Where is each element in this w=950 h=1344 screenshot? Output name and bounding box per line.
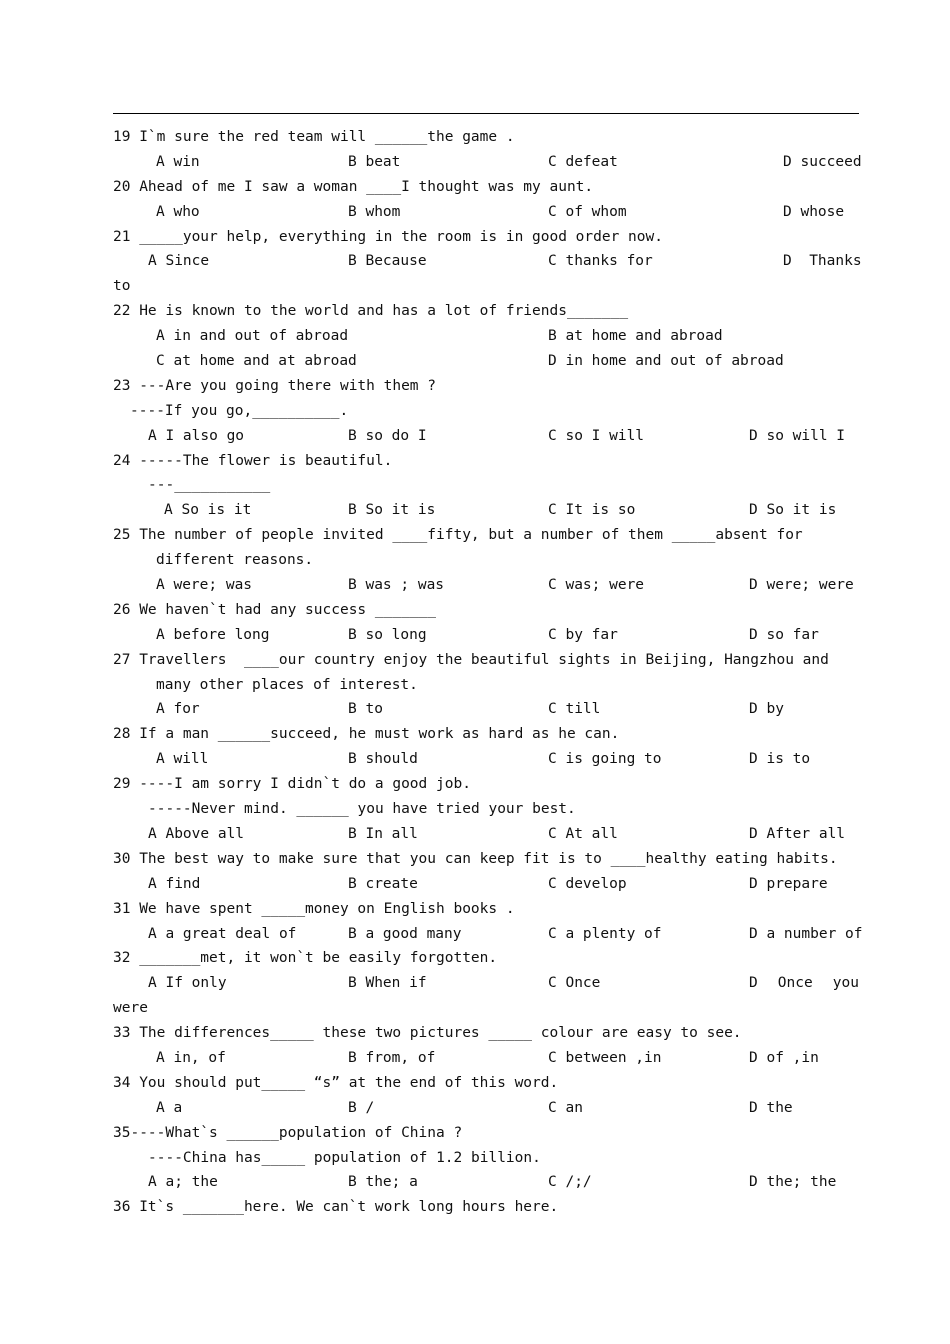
- option-b: B was ; was: [348, 577, 445, 594]
- option-d: D a number of: [749, 925, 863, 942]
- option-d: D in home and out of abroad: [548, 353, 784, 370]
- option-d-letter: D: [749, 975, 758, 992]
- options-row: [113, 200, 859, 225]
- option-b: B When if: [348, 975, 427, 992]
- question-stem: 23 ---Are you going there with them ?: [113, 377, 437, 394]
- option-c: C defeat: [548, 153, 618, 170]
- option-a: A I also go: [148, 427, 245, 444]
- option-c: C by far: [548, 626, 618, 643]
- option-d: D succeed: [783, 153, 862, 170]
- options-row: [113, 573, 859, 598]
- question-stem: 20 Ahead of me I saw a woman ____I thought was my aunt.: [113, 178, 594, 195]
- options-row: [113, 349, 859, 374]
- question-response: ----If you go,__________.: [130, 402, 349, 419]
- question-stem: 34 You should put_____ “s” at the end of this word.: [113, 1074, 559, 1091]
- option-a: A before long: [156, 626, 270, 643]
- options-row: [113, 747, 859, 772]
- options-row: [113, 150, 862, 175]
- option-a: A were; was: [156, 577, 253, 594]
- option-d-wrap: to: [113, 278, 131, 295]
- option-a: A a: [156, 1099, 183, 1116]
- question-stem: 25 The number of people invited ____fifty, but a number of them _____absent for: [113, 527, 803, 544]
- option-a: A for: [156, 701, 200, 718]
- question-stem: 28 If a man ______succeed, he must work as hard as he can.: [113, 726, 620, 743]
- option-b: B whom: [348, 203, 401, 220]
- option-a: A in and out of abroad: [156, 328, 349, 345]
- option-c: C of whom: [548, 203, 627, 220]
- question-stem: 29 ----I am sorry I didn`t do a good job.: [113, 776, 471, 793]
- question-stem: 27 Travellers ____our country enjoy the beautiful sights in Beijing, Hangzhou and: [113, 651, 829, 668]
- option-c: C an: [548, 1099, 583, 1116]
- option-b: B So it is: [348, 502, 436, 519]
- header-rule: [113, 113, 859, 114]
- option-d-wrap: were: [113, 1000, 148, 1017]
- option-b: B Because: [348, 253, 427, 270]
- options-row: [113, 822, 859, 847]
- option-d: D Thanks: [783, 253, 862, 270]
- option-d: D were; were: [749, 577, 854, 594]
- question-response: ---___________: [148, 477, 271, 494]
- question-stem: 36 It`s _______here. We can`t work long hours here.: [113, 1199, 559, 1216]
- option-c: C a plenty of: [548, 925, 662, 942]
- option-a: A find: [148, 875, 201, 892]
- option-c: C is going to: [548, 751, 662, 768]
- option-d: D so will I: [749, 427, 846, 444]
- options-row: [113, 872, 859, 897]
- options-row: [113, 498, 859, 523]
- option-c: C at home and at abroad: [156, 353, 357, 370]
- option-b: B from, of: [348, 1049, 436, 1066]
- options-row: [113, 424, 859, 449]
- option-d: D whose: [783, 203, 845, 220]
- option-b: B so long: [348, 626, 427, 643]
- option-a: A Since: [148, 253, 210, 270]
- question-stem: 24 -----The flower is beautiful.: [113, 452, 393, 469]
- option-c: C so I will: [548, 427, 645, 444]
- option-a: A So is it: [164, 502, 252, 519]
- option-a: A a; the: [148, 1174, 218, 1191]
- option-b: B In all: [348, 825, 418, 842]
- option-d: D so far: [749, 626, 819, 643]
- option-a: A will: [156, 751, 209, 768]
- question-list: [113, 125, 863, 1220]
- options-row: [113, 623, 859, 648]
- question-stem: 22 He is known to the world and has a lot of friends_______: [113, 303, 629, 320]
- question-stem: 32 _______met, it won`t be easily forgotten.: [113, 950, 498, 967]
- option-d: D of ,in: [749, 1049, 819, 1066]
- options-row: [113, 1046, 859, 1071]
- option-b: B create: [348, 875, 418, 892]
- option-c: C Once: [548, 975, 601, 992]
- option-d: D is to: [749, 751, 811, 768]
- option-c: C At all: [548, 825, 618, 842]
- option-b: B should: [348, 751, 418, 768]
- question-stem: 31 We have spent _____money on English books .: [113, 900, 515, 917]
- options-row: [113, 324, 859, 349]
- option-d: [749, 971, 859, 996]
- options-row: [113, 971, 859, 996]
- option-b: B so do I: [348, 427, 427, 444]
- option-d: D prepare: [749, 875, 828, 892]
- options-row: [113, 249, 862, 274]
- option-a: A a great deal of: [148, 925, 297, 942]
- option-b: B a good many: [348, 925, 462, 942]
- question-stem: 35----What`s ______population of China ?: [113, 1124, 463, 1141]
- option-b: B beat: [348, 153, 401, 170]
- question-stem-continued: different reasons.: [156, 552, 314, 569]
- option-c: C till: [548, 701, 601, 718]
- option-c: C develop: [548, 875, 627, 892]
- option-c: C It is so: [548, 502, 636, 519]
- option-d: D the; the: [749, 1174, 837, 1191]
- option-b: B /: [348, 1099, 375, 1116]
- option-c: C thanks for: [548, 253, 653, 270]
- question-stem-continued: many other places of interest.: [156, 676, 418, 693]
- option-c: C /;/: [548, 1174, 592, 1191]
- option-a: A win: [156, 153, 200, 170]
- options-row: [113, 1096, 859, 1121]
- question-stem: 19 I`m sure the red team will ______the game .: [113, 129, 515, 145]
- option-c: C between ,in: [548, 1049, 662, 1066]
- option-d: D So it is: [749, 502, 837, 519]
- option-a: A in, of: [156, 1049, 226, 1066]
- options-row: [113, 1170, 859, 1195]
- question-response: -----Never mind. ______ you have tried your best.: [148, 801, 576, 818]
- options-row: [113, 697, 859, 722]
- question-stem: 26 We haven`t had any success _______: [113, 601, 437, 618]
- option-d-word2: you: [832, 975, 859, 992]
- option-d: D After all: [749, 825, 846, 842]
- option-d: D by: [749, 701, 784, 718]
- option-b: B to: [348, 701, 383, 718]
- question-stem: 30 The best way to make sure that you can keep fit is to ____healthy eating habits.: [113, 850, 838, 867]
- option-d: D the: [749, 1099, 793, 1116]
- option-a: A who: [156, 203, 200, 220]
- option-b: B at home and abroad: [548, 328, 723, 345]
- option-a: A Above all: [148, 825, 245, 842]
- option-c: C was; were: [548, 577, 645, 594]
- option-a: A If only: [148, 975, 227, 992]
- question-stem: 21 _____your help, everything in the room is in good order now.: [113, 228, 663, 245]
- option-d-word1: Once: [777, 975, 813, 992]
- option-b: B the; a: [348, 1174, 418, 1191]
- question-response: ----China has_____ population of 1.2 billion.: [148, 1149, 541, 1166]
- question-stem: 33 The differences_____ these two pictures _____ colour are easy to see.: [113, 1025, 742, 1042]
- options-row: [113, 922, 863, 947]
